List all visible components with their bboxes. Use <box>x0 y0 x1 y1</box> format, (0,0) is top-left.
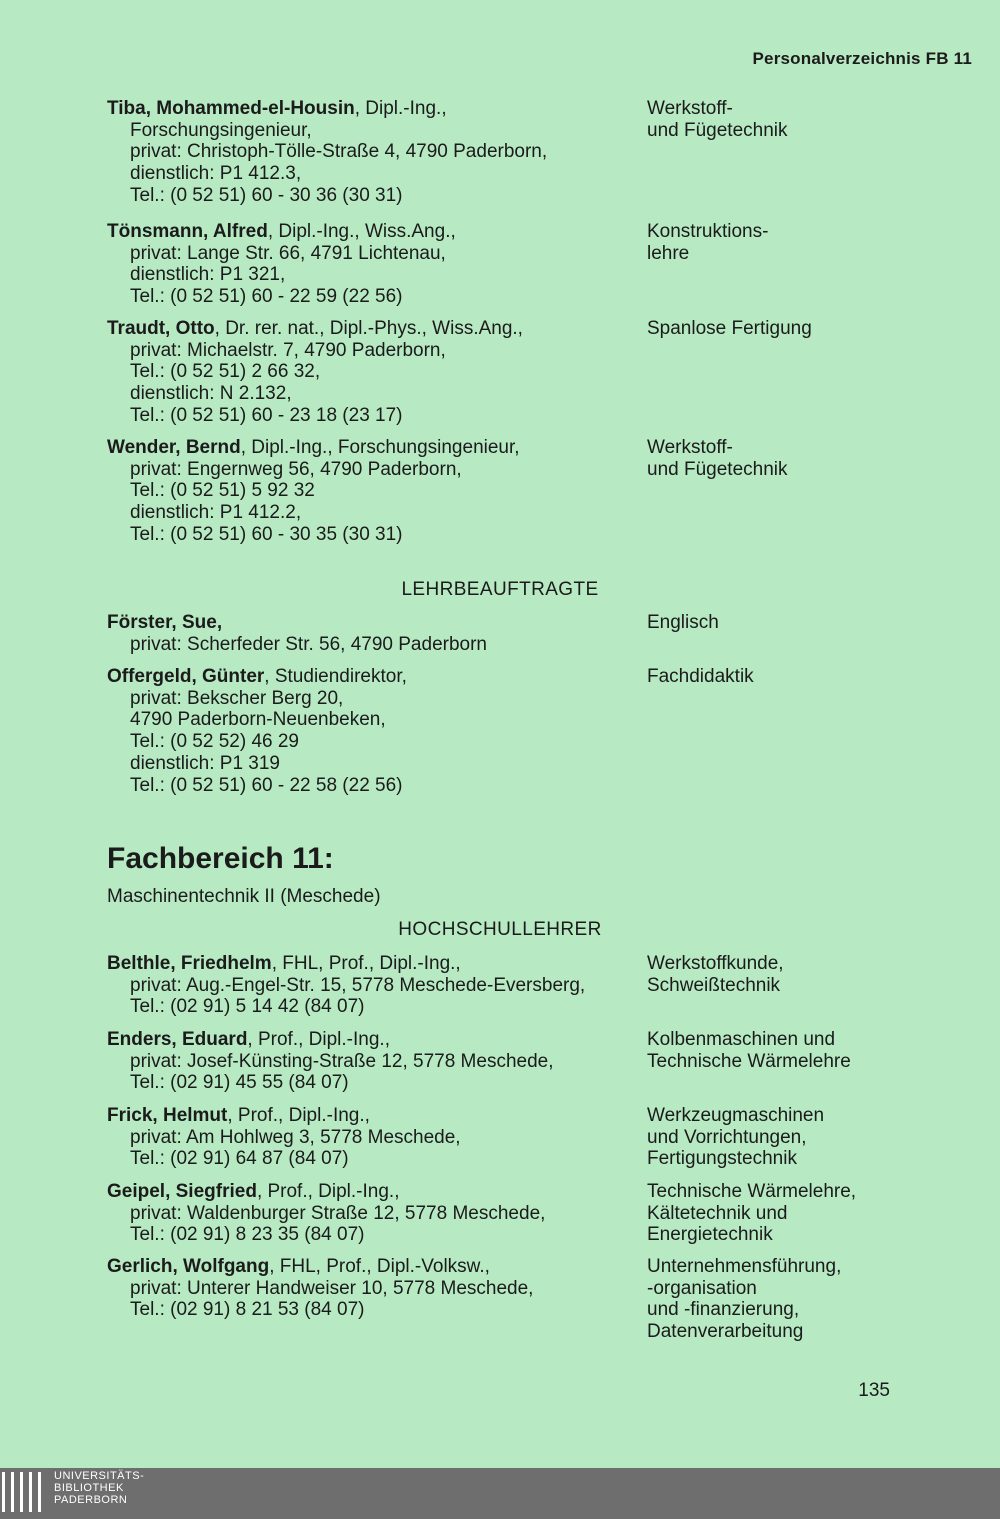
person-detail: Tel.: (02 91) 5 14 42 (84 07) <box>130 996 365 1018</box>
person-detail: privat: Bekscher Berg 20, <box>130 687 344 709</box>
person-detail: dienstlich: P1 412.2, <box>130 502 302 524</box>
subject-area: Fertigungstechnik <box>647 1148 797 1170</box>
person-name: Frick, Helmut <box>107 1105 228 1126</box>
person-detail: Forschungsingenieur, <box>130 119 312 141</box>
person-detail: Tel.: (02 91) 8 23 35 (84 07) <box>130 1224 365 1246</box>
person-detail: Tel.: (0 52 51) 2 66 32, <box>130 361 321 383</box>
person-detail: privat: Scherfeder Str. 56, 4790 Paderborn <box>130 633 487 655</box>
library-name-line: BIBLIOTHEK <box>54 1482 124 1494</box>
subject-area: Werkstoffkunde, <box>647 953 784 974</box>
section-heading-hochschullehrer: HOCHSCHULLEHRER <box>398 919 602 940</box>
page-number: 135 <box>858 1380 890 1401</box>
person-detail: privat: Am Hohlweg 3, 5778 Meschede, <box>130 1126 461 1148</box>
person-name: Geipel, Siegfried <box>107 1181 257 1202</box>
person-title: , Prof., Dipl.-Ing., <box>256 1181 400 1202</box>
person-name: Gerlich, Wolfgang <box>107 1256 270 1277</box>
person-name: Förster, Sue, <box>107 612 223 633</box>
person-detail: Tel.: (0 52 51) 60 - 30 36 (30 31) <box>130 184 403 206</box>
person-title: , Dipl.-Ing., Wiss.Ang., <box>267 221 456 242</box>
subject-area: Technische Wärmelehre, <box>647 1181 857 1202</box>
person-title: , Dipl.-Ing., <box>354 98 447 119</box>
person-detail: Tel.: (0 52 52) 46 29 <box>130 731 299 753</box>
person-title: , FHL, Prof., Dipl.-Volksw., <box>269 1256 490 1277</box>
running-head: Personalverzeichnis FB 11 <box>752 49 972 68</box>
library-name-line: PADERBORN <box>54 1494 128 1506</box>
person-title: , Prof., Dipl.-Ing., <box>227 1105 370 1126</box>
person-detail: Tel.: (0 52 51) 60 - 30 35 (30 31) <box>130 523 403 545</box>
subject-area: Spanlose Fertigung <box>647 318 812 339</box>
person-name: Enders, Eduard <box>107 1029 248 1050</box>
subject-area: Konstruktions- <box>647 221 769 242</box>
subject-area: und Fügetechnik <box>647 119 788 141</box>
person-detail: Tel.: (0 52 51) 5 92 32 <box>130 480 315 502</box>
department-title: Fachbereich 11: <box>107 842 334 875</box>
person-detail: Tel.: (02 91) 64 87 (84 07) <box>130 1148 349 1170</box>
person-detail: dienstlich: P1 321, <box>130 264 286 286</box>
subject-area: Werkzeugmaschinen <box>647 1105 825 1126</box>
person-detail: Tel.: (0 52 51) 60 - 22 59 (22 56) <box>130 286 403 308</box>
subject-area: Fachdidaktik <box>647 666 754 687</box>
library-footer <box>0 1468 1000 1519</box>
person-title: , Prof., Dipl.-Ing., <box>247 1029 390 1050</box>
library-logo-icon <box>2 1472 41 1516</box>
person-detail: Tel.: (0 52 51) 60 - 22 58 (22 56) <box>130 774 403 796</box>
subject-area: und Vorrichtungen, <box>647 1126 807 1148</box>
person-detail: privat: Engernweg 56, 4790 Paderborn, <box>130 458 462 480</box>
person-title: , Dipl.-Ing., Forschungsingenieur, <box>240 437 520 458</box>
person-detail: privat: Michaelstr. 7, 4790 Paderborn, <box>130 339 446 361</box>
person-name: Belthle, Friedhelm <box>107 953 272 974</box>
person-detail: Tel.: (0 52 51) 60 - 23 18 (23 17) <box>130 404 403 426</box>
subject-area: und Fügetechnik <box>647 458 788 480</box>
person-title: , FHL, Prof., Dipl.-Ing., <box>271 953 461 974</box>
subject-area: Technische Wärmelehre <box>647 1050 851 1072</box>
person-detail: privat: Unterer Handweiser 10, 5778 Meschede, <box>130 1277 534 1299</box>
subject-area: Englisch <box>647 612 719 633</box>
person-detail: dienstlich: P1 412.3, <box>130 163 302 185</box>
subject-area: Unternehmensführung, <box>647 1256 842 1277</box>
subject-area: lehre <box>647 242 690 264</box>
person-detail: dienstlich: N 2.132, <box>130 383 292 405</box>
person-detail: privat: Lange Str. 66, 4791 Lichtenau, <box>130 242 446 264</box>
person-title: , Dr. rer. nat., Dipl.-Phys., Wiss.Ang., <box>214 318 523 339</box>
person-title: , Studiendirektor, <box>264 666 407 687</box>
section-heading-lehrbeauftragte: LEHRBEAUFTRAGTE <box>401 579 599 600</box>
person-detail: 4790 Paderborn-Neuenbeken, <box>130 709 386 731</box>
subject-area: Werkstoff- <box>647 98 733 119</box>
person-detail: privat: Waldenburger Straße 12, 5778 Meschede, <box>130 1202 546 1224</box>
subject-area: Schweißtechnik <box>647 974 781 996</box>
library-name <box>54 1470 144 1506</box>
department-subtitle: Maschinentechnik II (Meschede) <box>107 886 381 907</box>
subject-area: Datenverarbeitung <box>647 1321 804 1343</box>
person-detail: privat: Aug.-Engel-Str. 15, 5778 Meschede-Eversberg, <box>130 974 586 996</box>
person-detail: privat: Josef-Künsting-Straße 12, 5778 Meschede, <box>130 1050 554 1072</box>
person-name: Wender, Bernd <box>107 437 241 458</box>
person-name: Traudt, Otto <box>107 318 215 339</box>
subject-area: Kältetechnik und <box>647 1202 788 1224</box>
subject-area: Werkstoff- <box>647 437 733 458</box>
library-name-line: UNIVERSITÄTS- <box>54 1470 145 1482</box>
person-name: Tönsmann, Alfred <box>107 221 268 242</box>
person-name: Tiba, Mohammed-el-Housin <box>107 98 355 119</box>
subject-area: Energietechnik <box>647 1224 773 1246</box>
person-detail: Tel.: (02 91) 8 21 53 (84 07) <box>130 1299 365 1321</box>
person-detail: dienstlich: P1 319 <box>130 752 280 774</box>
person-name: Offergeld, Günter <box>107 666 265 687</box>
subject-area: -organisation <box>647 1277 757 1299</box>
subject-area: Kolbenmaschinen und <box>647 1029 836 1050</box>
person-detail: Tel.: (02 91) 45 55 (84 07) <box>130 1072 349 1094</box>
subject-area: und -finanzierung, <box>647 1299 800 1321</box>
person-detail: privat: Christoph-Tölle-Straße 4, 4790 Paderborn, <box>130 141 548 163</box>
